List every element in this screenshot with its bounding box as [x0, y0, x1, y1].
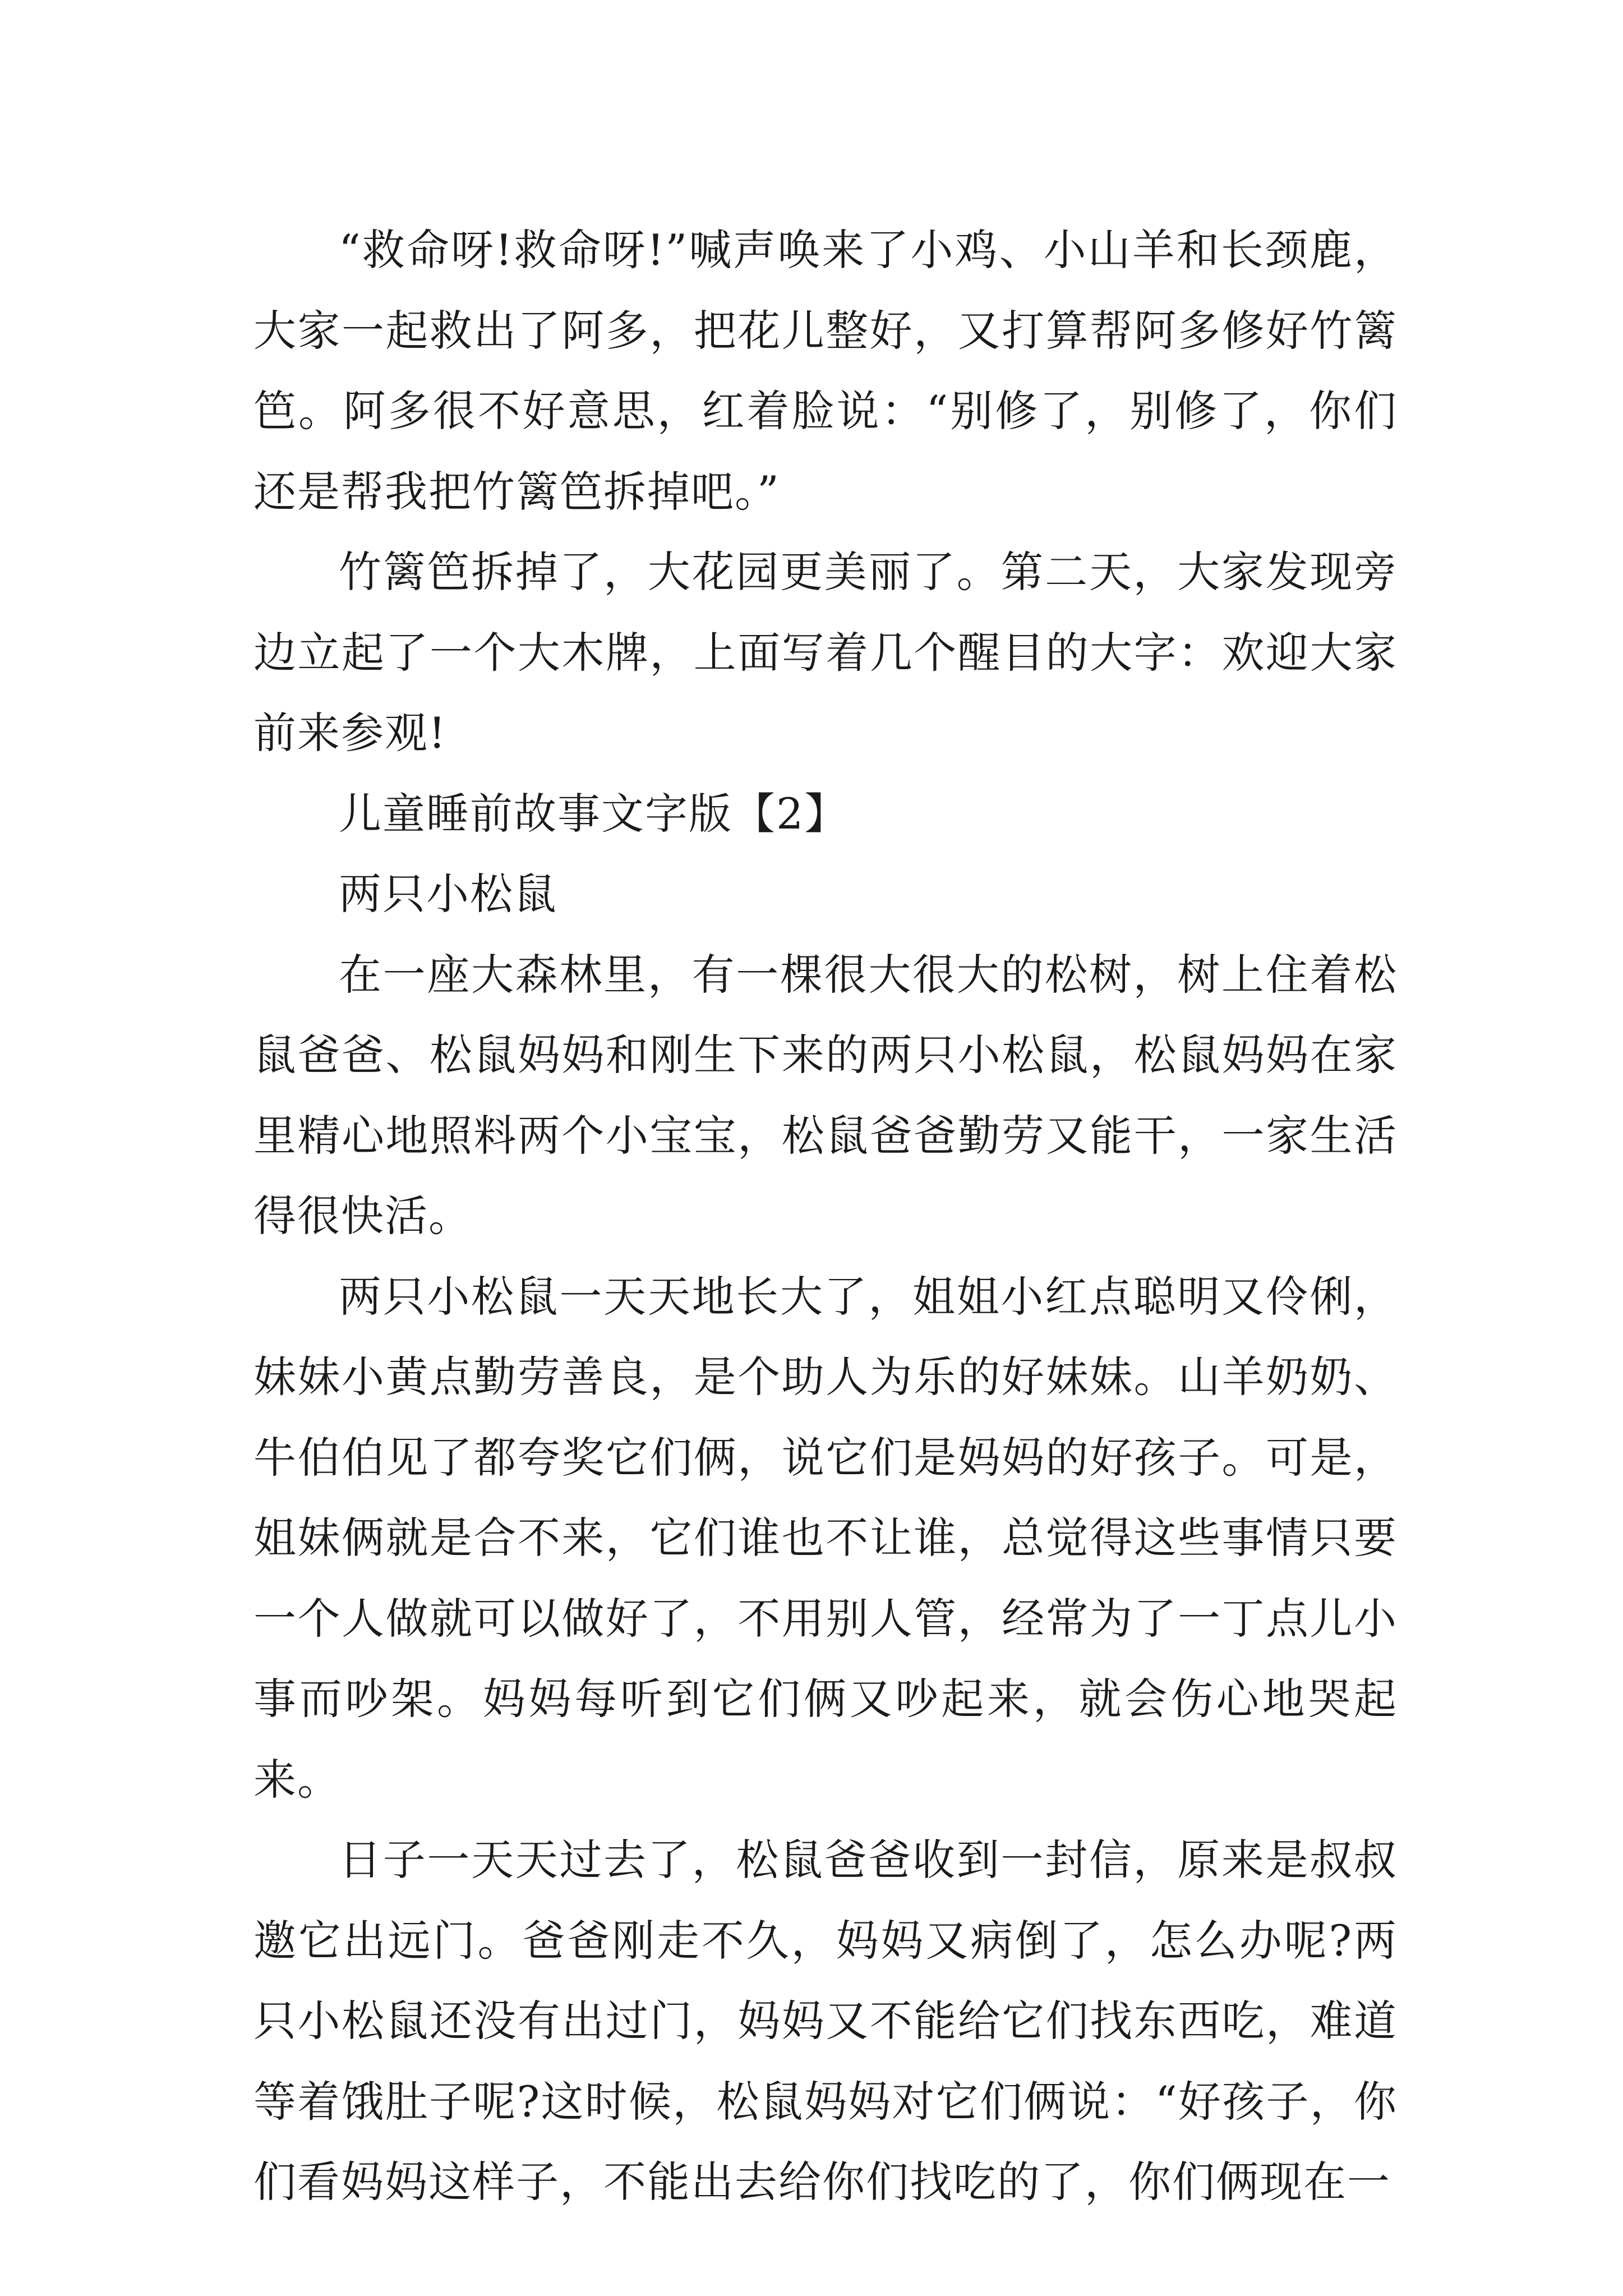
paragraph-garden: 竹篱笆拆掉了，大花园更美丽了。第二天，大家发现旁边立起了一个大木牌，上面写着几个醒目的大字：欢迎大家前来参观!: [253, 547, 1398, 758]
paragraph-forest: 在一座大森林里，有一棵很大很大的松树，树上住着松鼠爸爸、松鼠妈妈和刚生下来的两只小松鼠，松鼠妈妈在家里精心地照料两个小宝宝，松鼠爸爸勤劳又能干，一家生活得很快活。: [253, 949, 1398, 1241]
story-section-title: 儿童睡前故事文字版【2】: [339, 788, 849, 839]
paragraph-sisters: 两只小松鼠一天天地长大了，姐姐小红点聪明又伶俐，妹妹小黄点勤劳善良，是个助人为乐的好妹妹。山羊奶奶、牛伯伯见了都夸奖它们俩，说它们是妈妈的好孩子。可是，姐妹俩就是合不来，它们谁也不让谁，总觉得这些事情只要一个人做就可以做好了，不用别人管，经常为了一丁点儿小事而吵架。妈妈每听到它们俩又吵起来，就会伤心地哭起来。: [253, 1271, 1398, 1805]
story-title: 两只小松鼠: [339, 869, 557, 919]
paragraph-days-pass: 日子一天天过去了，松鼠爸爸收到一封信，原来是叔叔邀它出远门。爸爸刚走不久，妈妈又病倒了，怎么办呢?两只小松鼠还没有出过门，妈妈又不能给它们找东西吃，难道等着饿肚子呢?这时候，松鼠妈妈对它们俩说：“好孩子，你们看妈妈这样子，不能出去给你们找吃的了，你们俩现在一: [253, 1835, 1398, 2207]
paragraph-rescue: “救命呀!救命呀!”喊声唤来了小鸡、小山羊和长颈鹿，大家一起救出了阿多，把花儿整好，又打算帮阿多修好竹篱笆。阿多很不好意思，红着脸说：“别修了，别修了，你们还是帮我把竹篱笆拆掉吧。”: [253, 225, 1398, 517]
document-body: [253, 210, 1398, 2223]
